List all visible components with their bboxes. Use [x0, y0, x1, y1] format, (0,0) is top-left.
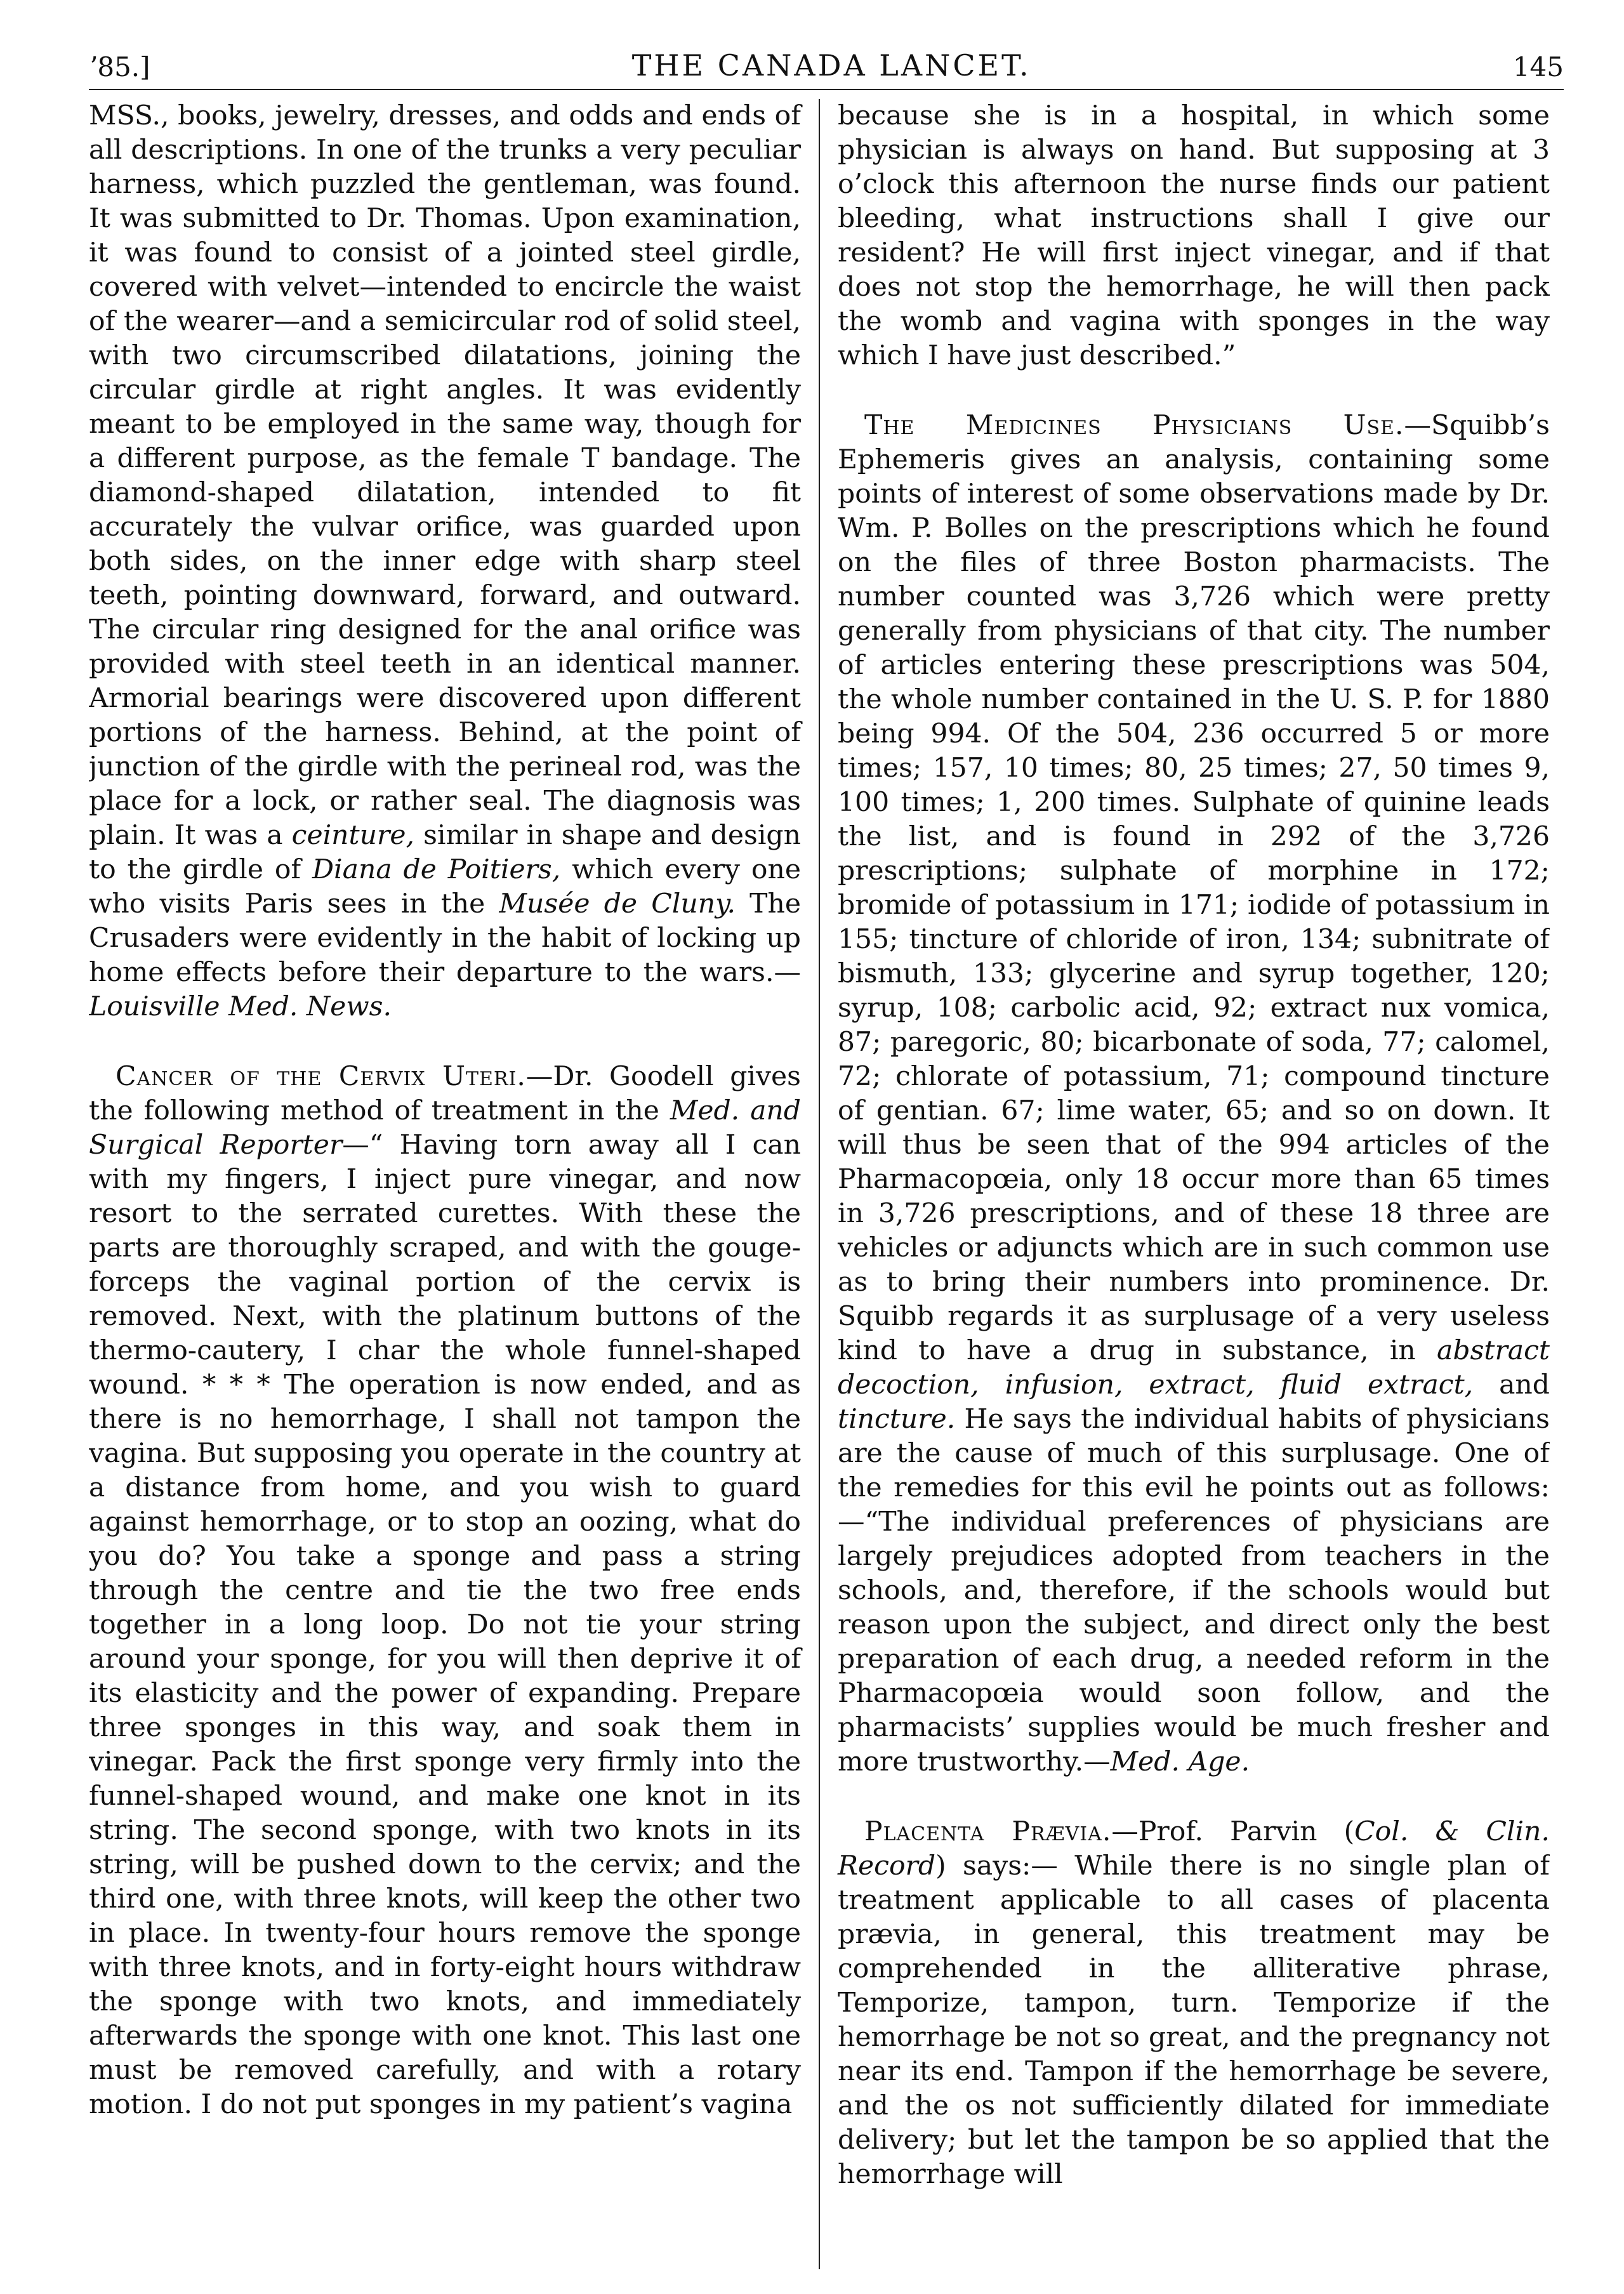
two-column-body: [89, 99, 1564, 2269]
right-column: [820, 99, 1550, 2269]
left-column: [89, 99, 819, 2269]
cancer-cervix-article: Cancer of the Cervix Uteri.—Dr. Goodell gives the following method of treatment in the Med. and Surgical Reporter—“ Having torn away all I can with my fingers, I inject pure vinegar, and now resort to the serrated curettes. With these the parts are thoroughly scraped, and with the gouge-forceps the vaginal portion of the cervix is removed. Next, with the platinum buttons of the thermo-cautery, I char the whole funnel-shaped wound. * * * The operation is now ended, and as there is no hemorrhage, I shall not tampon the vagina. But supposing you operate in the country at a distance from home, and you wish to guard against hemorrhage, or to stop an oozing, what do you do? You take a sponge and pass a string through the centre and tie the two free ends together in a long loop. Do not tie your string around your sponge, for you will then deprive it of its elasticity and the power of expanding. Prepare three sponges in this way, and soak them in vinegar. Pack the first sponge very firmly into the funnel-shaped wound, and make one knot in its string. The second sponge, with two knots in its string, will be pushed down to the cervix; and the third one, with three knots, will keep the other two in place. In twenty-four hours remove the sponge with three knots, and in forty-eight hours withdraw the sponge with two knots, and immediately afterwards the sponge with one knot. This last one must be removed carefully, and with a rotary motion. I do not put sponges in my patient’s vagina: [89, 1061, 802, 2120]
article-heading: Placenta Prævia.: [864, 1816, 1112, 1847]
article-heading: The Medicines Physicians Use.: [864, 410, 1404, 441]
journal-title: THE CANADA LANCET.: [631, 48, 1031, 82]
ceinture-paragraph: MSS., books, jewelry, dresses, and odds and ends of all descriptions. In one of the trunks a very peculiar harness, which puzzled the gentleman, was found. It was submitted to Dr. Thomas. Upon examination, it was found to consist of a jointed steel girdle, covered with velvet—intended to encircle the waist of the wearer—and a semicircular rod of solid steel, with two circumscribed dilatations, joining the circular girdle at right angles. It was evidently meant to be employed in the same way, though for a different purpose, as the female T bandage. The diamond-shaped dilatation, intended to fit accurately the vulvar orifice, was guarded upon both sides, on the inner edge with sharp steel teeth, pointing downward, forward, and outward. The circular ring designed for the anal orifice was provided with steel teeth in an identical manner. Armorial bearings were discovered upon different portions of the harness. Behind, at the point of junction of the girdle with the perineal rod, was the place for a lock, or rather seal. The diagnosis was plain. It was a ceinture, similar in shape and design to the girdle of Diana de Poitiers, which every one who visits Paris sees in the Musée de Cluny. The Crusaders were evidently in the habit of locking up home effects before their departure to the wars.—Louisville Med. News.: [89, 100, 801, 1022]
continued-paragraph: because she is in a hospital, in which some physician is always on hand. But supposing at 3 o’clock this afternoon the nurse finds our patient bleeding, what instructions shall I give our resident? He will first inject vinegar, and if that does not stop the hemorrhage, he will then pack the womb and vagina with sponges in the way which I have just described.”: [838, 100, 1550, 371]
placenta-praevia-article: Placenta Prævia.—Prof. Parvin (Col. & Clin. Record) says:— While there is no single plan of treatment applicable to all cases of placenta prævia, in general, this treatment may be comprehended in the alliterative phrase, Temporize, tampon, turn. Temporize if the hemorrhage be not so great, and the pregnancy not near its end. Tampon if the hemorrhage be severe, and the os not sufficiently dilated for immediate delivery; but let the tampon be so applied that the hemorrhage will: [838, 1816, 1550, 2190]
section-gap: [838, 373, 1550, 409]
header-date: ʼ85.]: [89, 51, 150, 82]
medicines-article: The Medicines Physicians Use.—Squibb’s Ephemeris gives an analysis, containing some points of interest of some observations made by Dr. Wm. P. Bolles on the prescriptions which he found on the files of three Boston pharmacists. The number counted was 3,726 which were pretty generally from physicians of that city. The number of articles entering these prescriptions was 504, the whole number contained in the U. S. P. for 1880 being 994. Of the 504, 236 occurred 5 or more times; 157, 10 times; 80, 25 times; 27, 50 times 9, 100 times; 1, 200 times. Sulphate of quinine leads the list, and is found in 292 of the 3,726 prescriptions; sulphate of morphine in 172; bromide of potassium in 171; iodide of potassium in 155; tincture of chloride of iron, 134; subnitrate of bismuth, 133; glycerine and syrup together, 120; syrup, 108; carbolic acid, 92; extract nux vomica, 87; paregoric, 80; bicarbonate of soda, 77; calomel, 72; chlorate of potassium, 71; compound tincture of gentian. 67; lime water, 65; and so on down. It will thus be seen that of the 994 articles of the Pharmacopœia, only 18 occur more than 65 times in 3,726 prescriptions, and of these 18 three are vehicles or adjuncts which are in such common use as to bring their numbers into prominence. Dr. Squibb regards it as surplusage of a very useless kind to have a drug in substance, in abstract decoction, infusion, extract, fluid extract, and tincture. He says the individual habits of physicians are the cause of much of this surplusage. One of the remedies for this evil he points out as follows:—“The individual preferences of physicians are largely prejudices adopted from teachers in the schools, and, therefore, if the schools would but reason upon the subject, and direct only the best preparation of each drug, a needed reform in the Pharmacopœia would soon follow, and the pharmacists’ supplies would be much fresher and more trustworthy.—Med. Age.: [838, 410, 1550, 1777]
running-header: [89, 38, 1564, 90]
page-number: 145: [1512, 51, 1564, 82]
section-gap: [89, 1024, 801, 1060]
section-gap: [838, 1779, 1550, 1815]
article-heading: Cancer of the Cervix Uteri.: [116, 1061, 526, 1092]
